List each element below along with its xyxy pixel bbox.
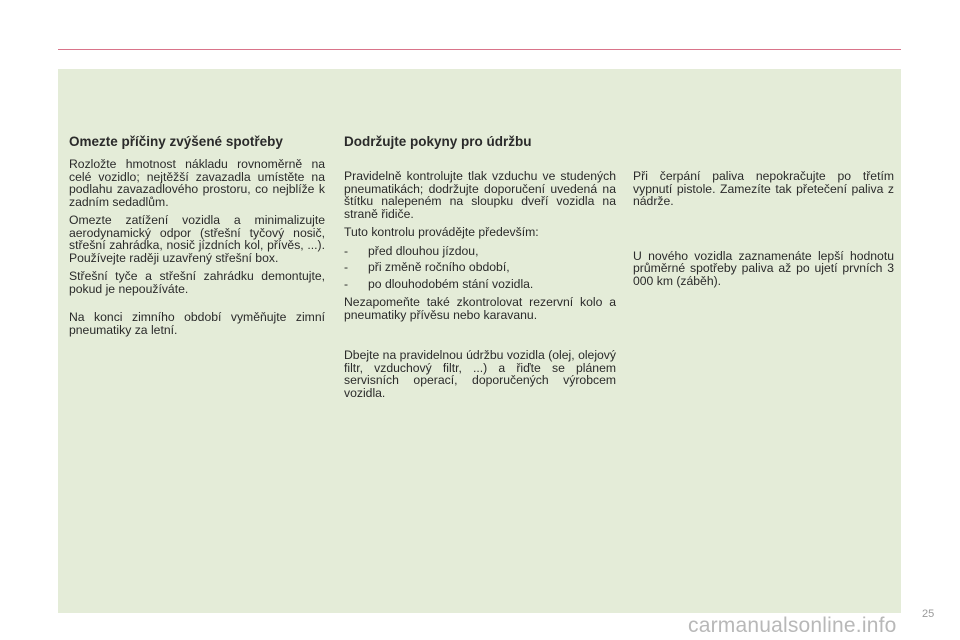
list-item-text: před dlouhou jízdou, — [368, 243, 479, 258]
column-maintenance — [344, 134, 616, 405]
paragraph-refuelling: Při čerpání paliva nepokračujte po třetím vypnutí pistole. Zamezíte tak přetečení paliva z nádrže. — [633, 169, 894, 208]
paragraph-aerodynamics: Omezte zatížení vozidla a minimalizujte aerodynamický odpor (střešní tyčový nosič, střešní zahrádka, nosič jízdních kol, přívěs, ...). Používejte raději uzavřený střešní box. — [69, 213, 325, 265]
check-list — [344, 245, 616, 291]
list-item — [344, 278, 616, 291]
spacer — [633, 214, 894, 250]
paragraph-spare-wheel: Nezapomeňte také zkontrolovat rezervní kolo a pneumatiky přívěsu nebo karavanu. — [344, 295, 616, 322]
paragraph-running-in: U nového vozidla zaznamenáte lepší hodnotu průměrné spotřeby paliva až po ujetí prvních 3 000 km (záběh). — [633, 248, 894, 288]
paragraph-regular-service: Dbejte na pravidelnou údržbu vozidla (olej, olejový filtr, vzduchový filtr, ...) a řiďte se plánem servisních operací, doporučených výrobcem vozidla. — [344, 348, 616, 400]
paragraph-check-when: Tuto kontrolu provádějte především: — [344, 225, 539, 239]
list-item-text: po dlouhodobém stání vozidla. — [368, 276, 534, 291]
list-item — [344, 261, 616, 274]
paragraph-roof-bars: Střešní tyče a střešní zahrádku demontujte, pokud je nepoužíváte. — [69, 269, 325, 296]
list-item — [344, 245, 616, 258]
top-divider — [58, 49, 901, 50]
paragraph-load-distribution: Rozložte hmotnost nákladu rovnoměrně na celé vozidlo; nejtěžší zavazadla umístěte na podlahu zavazadlového prostoru, co nejblíže k zadním sedadlům. — [69, 157, 325, 209]
list-dash: - — [344, 243, 349, 258]
list-item-text: při změně ročního období, — [368, 260, 510, 274]
page-number: 25 — [922, 608, 935, 620]
watermark: carmanualsonline.info — [688, 614, 897, 637]
heading-maintenance: Dodržujte pokyny pro údržbu — [344, 134, 532, 149]
list-dash: - — [344, 260, 349, 274]
heading-reduce-consumption: Omezte příčiny zvýšené spotřeby — [69, 134, 283, 149]
paragraph-winter-tyres: Na konci zimního období vyměňujte zimní pneumatiky za letní. — [69, 310, 325, 337]
list-dash: - — [344, 276, 349, 291]
paragraph-tyre-pressure: Pravidelně kontrolujte tlak vzduchu ve studených pneumatikách; dodržujte doporučení uvedená na štítku nalepeném na sloupku dveří vozidla na straně řidiče. — [344, 169, 616, 221]
spacer — [344, 327, 616, 349]
column-fuel-consumption — [69, 134, 325, 342]
column-refuelling — [633, 170, 894, 293]
